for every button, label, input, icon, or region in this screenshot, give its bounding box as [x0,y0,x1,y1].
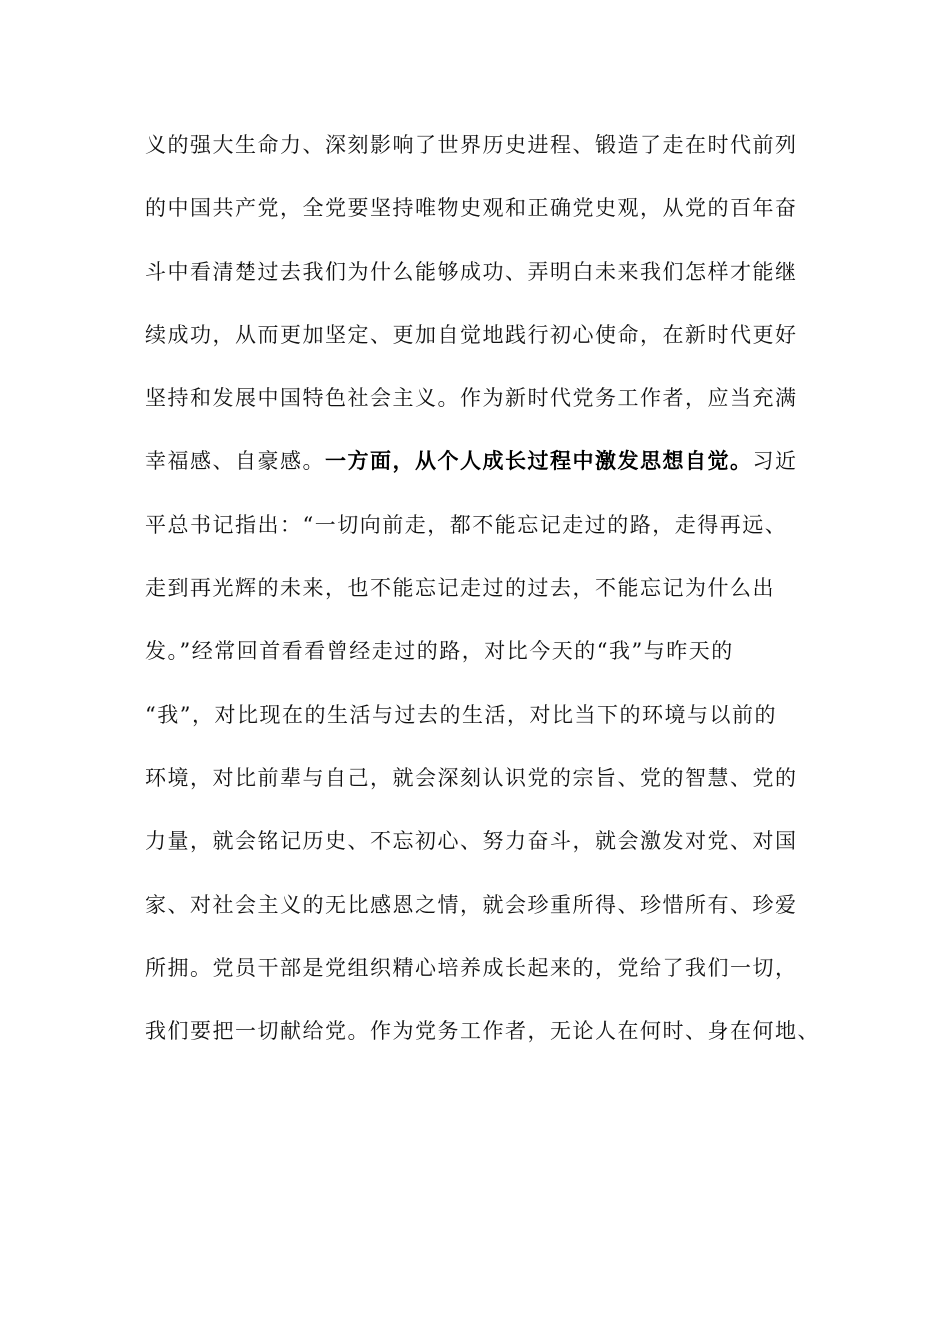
text-line: 我们要把一切献给党。作为党务工作者，无论人在何时、身在何地、 [145,1019,820,1044]
text-line: 发。”经常回首看看曾经走过的路，对比今天的“我”与昨天的 [145,639,734,664]
text-line: 家、对社会主义的无比感恩之情，就会珍重所得、珍惜所有、珍爱 [145,892,798,917]
text-line: 的中国共产党，全党要坚持唯物史观和正确党史观，从党的百年奋 [145,196,798,221]
text-line: 力量，就会铭记历史、不忘初心、努力奋斗，就会激发对党、对国 [145,829,798,854]
text-run: 幸福感、自豪感。 [145,449,325,474]
text-line: 环境，对比前辈与自己，就会深刻认识党的宗旨、党的智慧、党的 [145,765,798,790]
text-line: 续成功，从而更加坚定、更加自觉地践行初心使命，在新时代更好 [145,322,798,347]
text-line: 斗中看清楚过去我们为什么能够成功、弄明白未来我们怎样才能继 [145,259,798,284]
text-line-mixed [145,441,805,504]
body-text [145,125,820,1074]
text-line: 义的强大生命力、深刻影响了世界历史进程、锻造了走在时代前列 [145,133,798,157]
text-line: 平总书记指出：“一切向前走，都不能忘记走过的路，走得再远、 [145,512,788,537]
bold-heading-run: 一方面，从个人成长过程中激发思想自觉。 [325,448,753,474]
text-run: 习近 [752,449,798,474]
text-line: “我”，对比现在的生活与过去的生活，对比当下的环境与以前的 [145,702,777,727]
text-line: 坚持和发展中国特色社会主义。作为新时代党务工作者，应当充满 [145,386,798,411]
text-line: 走到再光辉的未来，也不能忘记走过的过去，不能忘记为什么出 [145,576,775,601]
text-line: 所拥。党员干部是党组织精心培养成长起来的，党给了我们一切， [145,955,798,980]
